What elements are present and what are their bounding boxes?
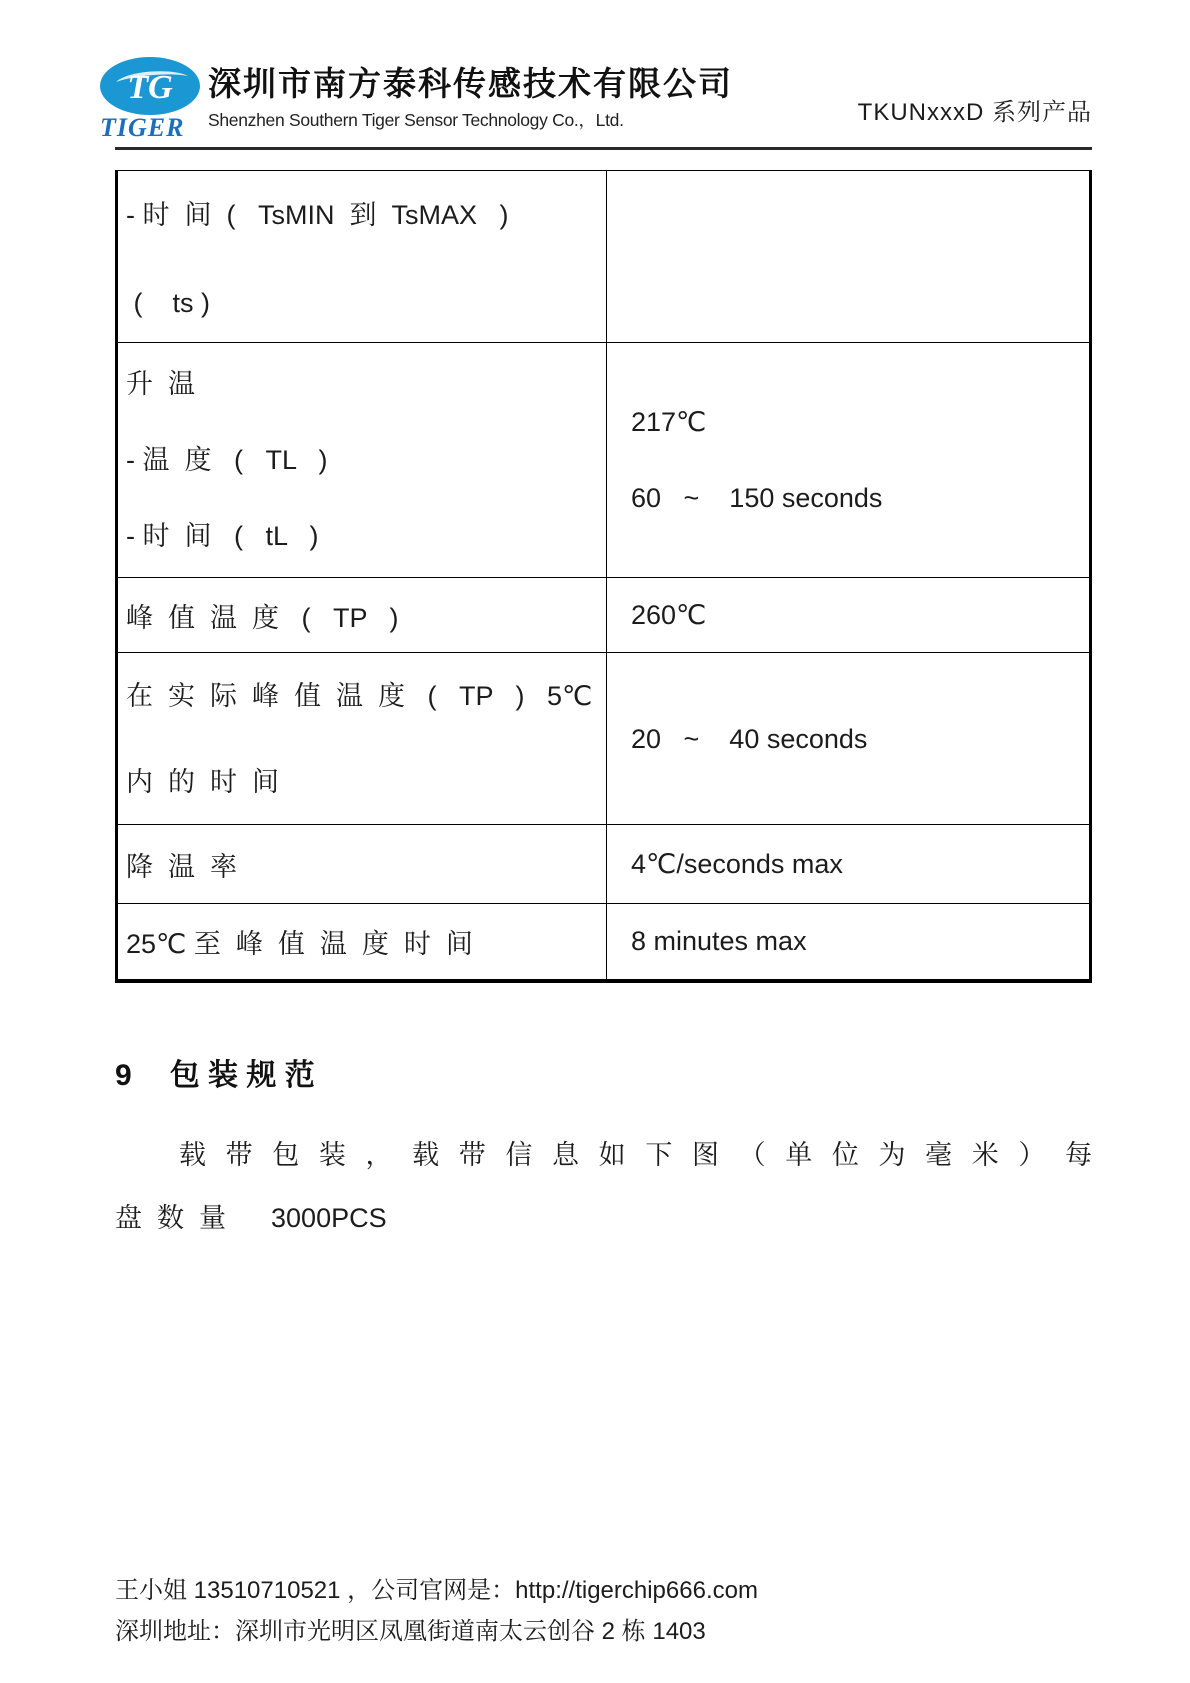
company-name-en: Shenzhen Southern Tiger Sensor Technology Co.，Ltd. xyxy=(208,110,624,130)
table-cell-value xyxy=(607,653,1089,825)
tiger-logo-icon xyxy=(98,56,206,140)
footer-address-line: 深圳地址：深圳市光明区凤凰街道南太云创谷 2 栋 1403 xyxy=(115,1618,706,1645)
table-cell-label xyxy=(118,825,607,903)
cell-text: 内 的 时 间 xyxy=(126,767,280,797)
company-logo xyxy=(98,56,206,140)
svg-text:TG: TG xyxy=(127,69,173,106)
cell-text: 260℃ xyxy=(631,599,707,630)
section-number: 9 xyxy=(115,1059,132,1092)
table-cell-label xyxy=(118,904,607,979)
cell-text: 8 minutes max xyxy=(631,926,807,956)
cell-text: 20 ~ 40 seconds xyxy=(631,723,868,754)
cell-text: - 时 间 ( TsMIN 到 TsMAX ) xyxy=(126,200,509,230)
svg-text:TIGER: TIGER xyxy=(100,113,185,140)
cell-text: ( ts ) xyxy=(126,288,210,318)
packing-paragraph xyxy=(115,1124,1092,1250)
table-cell-value xyxy=(607,578,1089,652)
table-cell-label xyxy=(118,343,607,577)
page-footer xyxy=(115,1570,758,1652)
table-row xyxy=(118,343,1089,578)
header-divider xyxy=(115,147,1092,150)
section-heading xyxy=(115,1050,315,1094)
cell-text: 升 温 xyxy=(126,369,196,399)
cell-text: - 时 间 ( tL ) xyxy=(126,521,319,551)
product-series-label: TKUNxxxD 系列产品 xyxy=(857,99,1092,126)
cell-text: 在 实 际 峰 值 温 度 ( TP ) 5℃ xyxy=(126,681,593,711)
cell-text: 60 ~ 150 seconds xyxy=(631,483,883,513)
cell-text: - 温 度 ( TL ) xyxy=(126,445,328,475)
paragraph-line: 载 带 包 装 ， 载 带 信 息 如 下 图 （ 单 位 为 毫 米 ） 每 xyxy=(179,1140,1092,1170)
paragraph-line: 盘 数 量 3000PCS xyxy=(115,1203,387,1233)
table-row xyxy=(118,904,1089,979)
reflow-spec-table xyxy=(115,170,1092,983)
table-cell-value xyxy=(607,171,1089,347)
cell-text: 4℃/seconds max xyxy=(631,848,843,879)
table-cell-label xyxy=(118,171,607,347)
table-row xyxy=(118,171,1089,343)
cell-text: 217℃ xyxy=(631,407,707,437)
table-cell-label xyxy=(118,653,607,825)
table-cell-value xyxy=(607,904,1089,979)
table-cell-value xyxy=(607,825,1089,903)
footer-contact-line: 王小姐 13510710521 ，公司官网是：http://tigerchip666.com xyxy=(115,1577,758,1604)
company-name-block xyxy=(208,62,733,132)
table-row xyxy=(118,825,1089,904)
cell-text: 峰 值 温 度 ( TP ) xyxy=(126,602,399,633)
cell-text: 降 温 率 xyxy=(126,851,238,882)
table-row xyxy=(118,653,1089,825)
section-title: 包 装 规 范 xyxy=(169,1059,315,1092)
table-cell-value xyxy=(607,343,1089,577)
table-cell-label xyxy=(118,578,607,652)
cell-text: 25℃ 至 峰 值 温 度 时 间 xyxy=(126,929,473,959)
company-name-cn: 深圳市南方泰科传感技术有限公司 xyxy=(208,65,733,102)
table-row xyxy=(118,578,1089,653)
